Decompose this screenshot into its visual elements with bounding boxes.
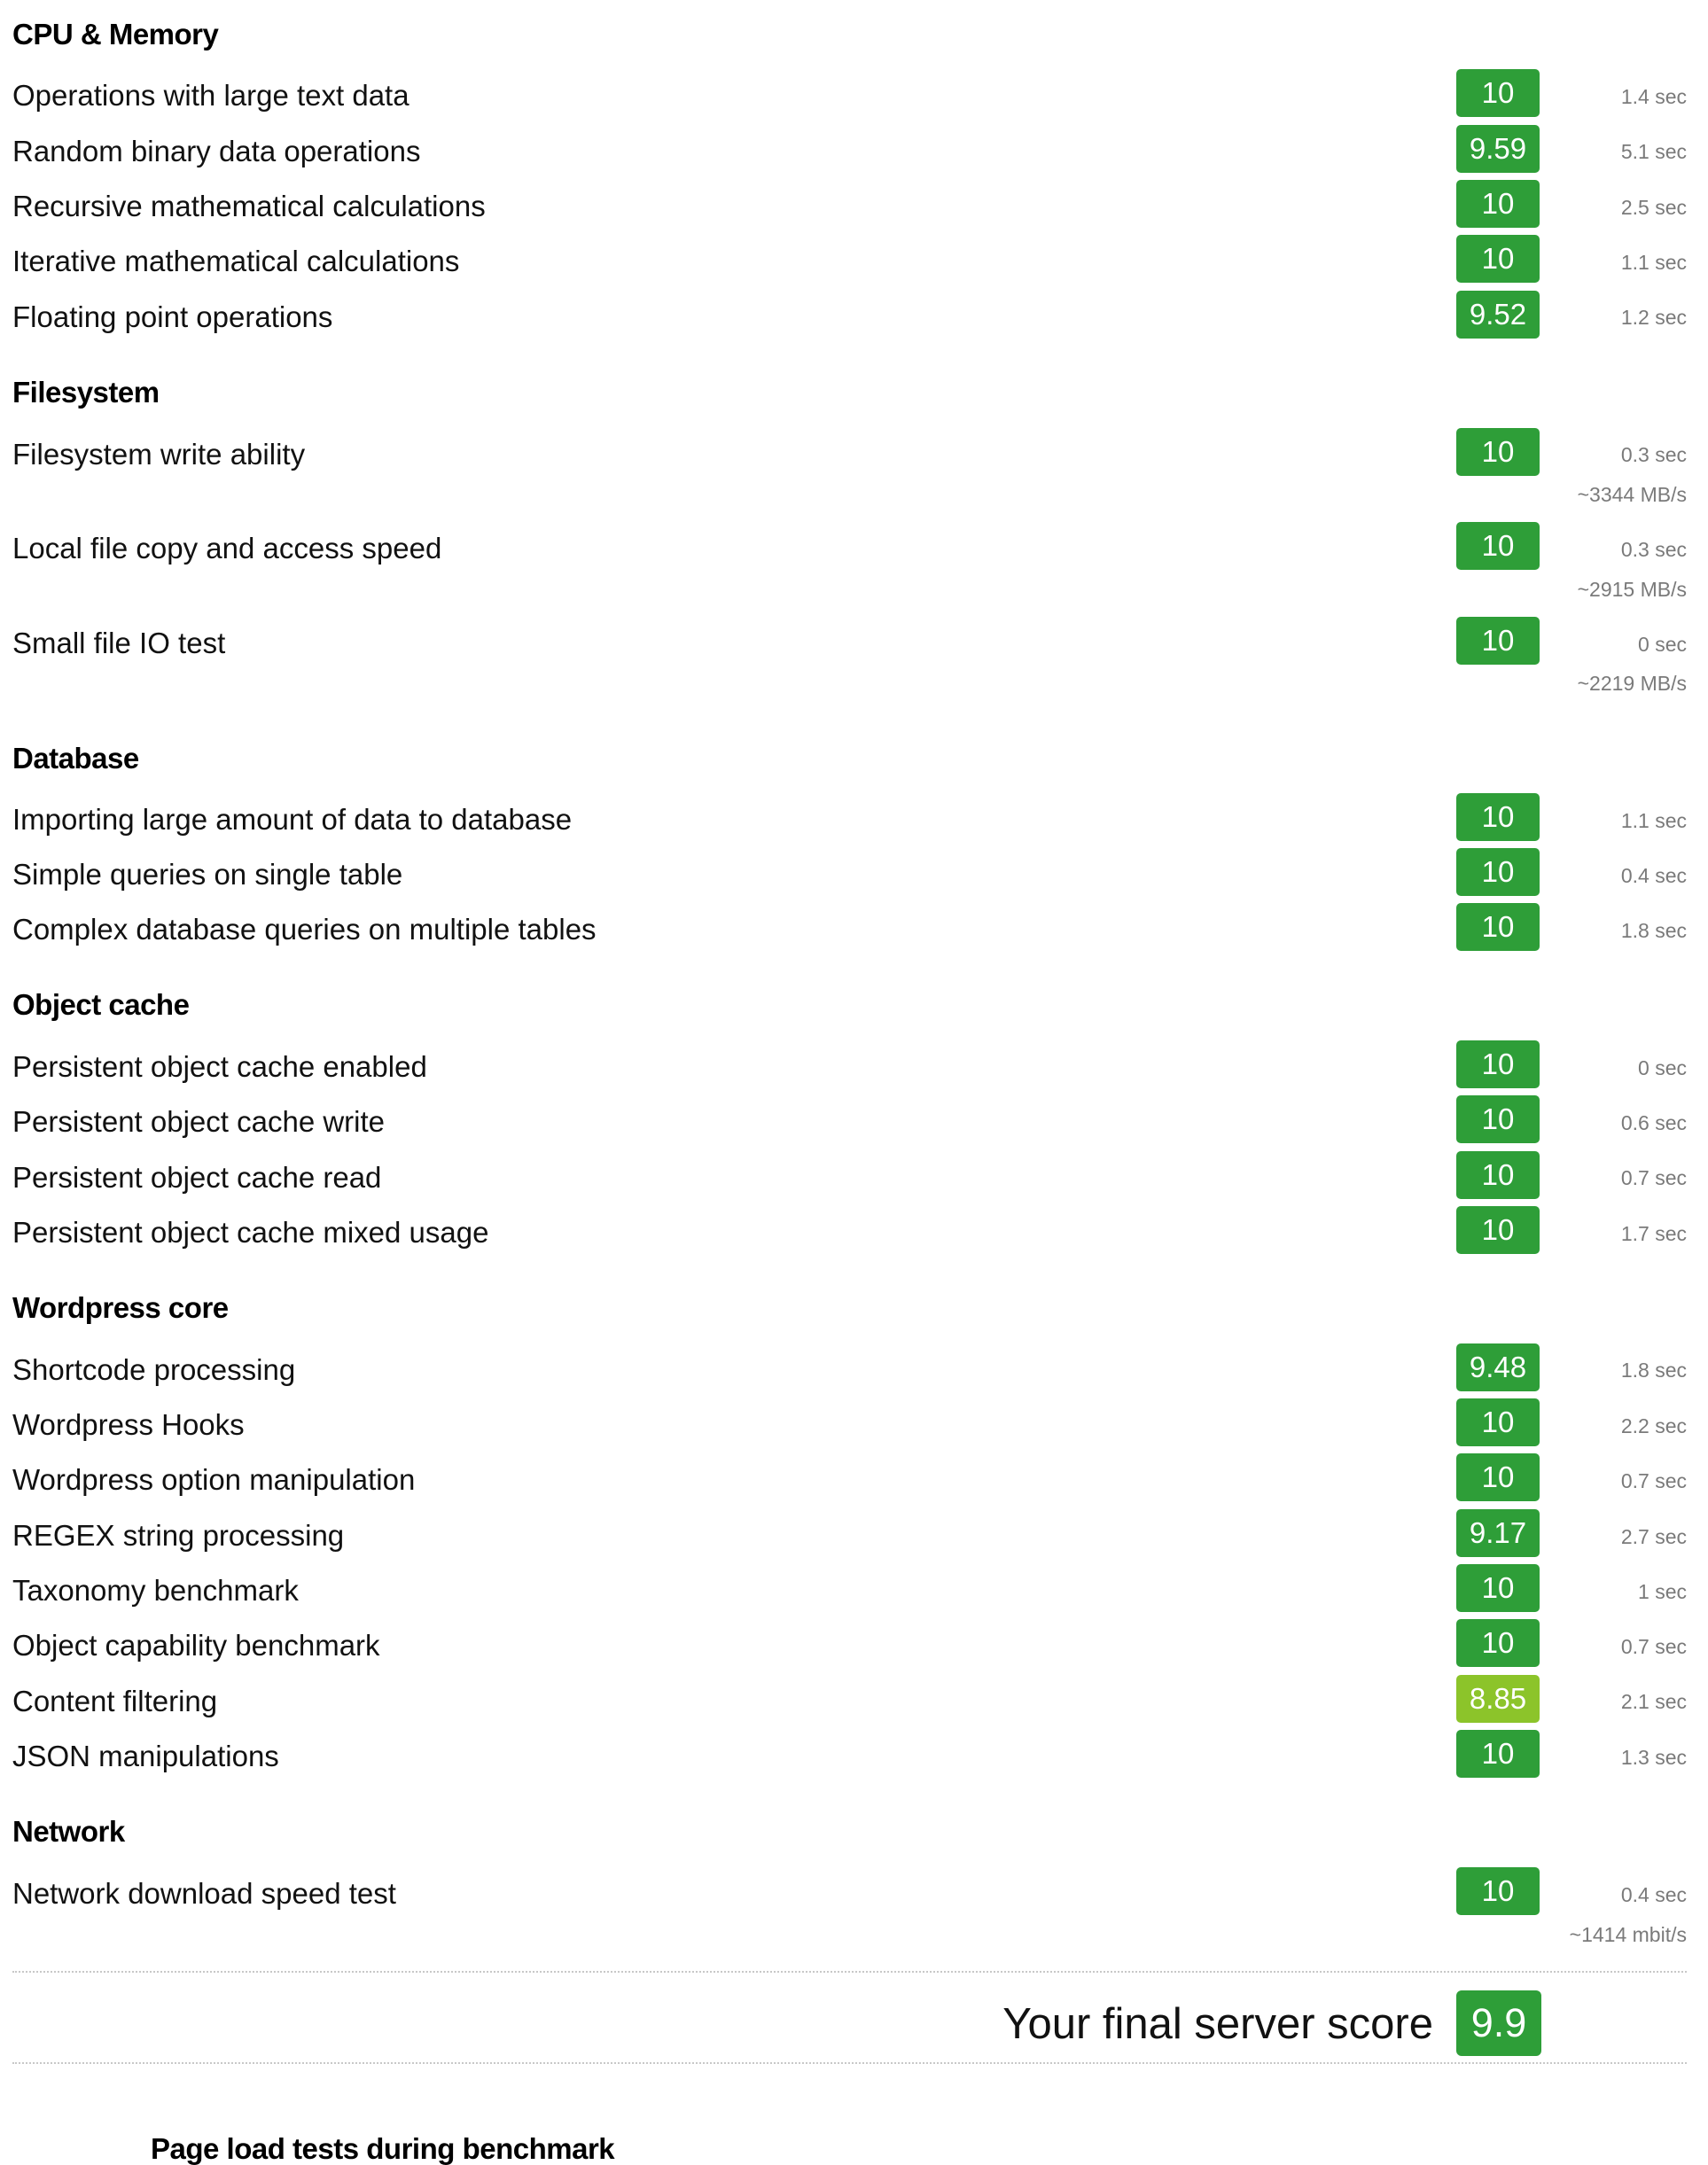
section-title-cpu-memory: CPU & Memory (12, 18, 219, 51)
score-badge: 10 (1456, 617, 1540, 665)
score-badge: 10 (1456, 1564, 1540, 1612)
test-time: 2.7 sec (1620, 1525, 1687, 1548)
test-time: 1.8 sec (1620, 919, 1687, 942)
divider (12, 1971, 1687, 1973)
test-time: 1.1 sec (1620, 251, 1687, 274)
test-time: 0.7 sec (1620, 1469, 1687, 1492)
test-label: Complex database queries on multiple tables (12, 913, 597, 946)
score-badge: 10 (1456, 522, 1540, 570)
score-badge: 10 (1456, 1040, 1540, 1088)
score-badge: 10 (1456, 1453, 1540, 1501)
test-time: 1.1 sec (1620, 809, 1687, 832)
test-label: Persistent object cache write (12, 1105, 386, 1138)
score-badge: 10 (1456, 1730, 1540, 1778)
test-label: Recursive mathematical calculations (12, 190, 486, 222)
score-badge: 10 (1456, 1095, 1540, 1143)
test-speed: ~2219 MB/s (1577, 672, 1687, 695)
score-badge: 10 (1456, 428, 1540, 476)
test-time: 5.1 sec (1620, 140, 1687, 163)
test-time: 0.6 sec (1620, 1111, 1687, 1134)
test-label: Content filtering (12, 1685, 218, 1717)
test-time: 0 sec (1638, 1056, 1687, 1079)
test-speed: ~2915 MB/s (1577, 578, 1687, 601)
test-time: 1.2 sec (1620, 306, 1687, 329)
test-label: Iterative mathematical calculations (12, 245, 460, 277)
test-time: 1.4 sec (1620, 85, 1687, 108)
test-label: Local file copy and access speed (12, 532, 442, 565)
section-title-network: Network (12, 1815, 125, 1848)
test-label: Operations with large text data (12, 79, 409, 112)
test-time: 1.8 sec (1620, 1359, 1687, 1382)
test-label: Simple queries on single table (12, 858, 403, 891)
test-label: Random binary data operations (12, 135, 421, 167)
section-title-filesystem: Filesystem (12, 376, 160, 409)
test-time: 2.1 sec (1620, 1690, 1687, 1713)
test-time: 1.3 sec (1620, 1746, 1687, 1769)
test-label: Wordpress option manipulation (12, 1463, 416, 1496)
score-badge: 10 (1456, 1619, 1540, 1667)
test-label: Object capability benchmark (12, 1629, 380, 1662)
test-time: 0.3 sec (1620, 538, 1687, 561)
score-badge: 10 (1456, 1151, 1540, 1199)
test-label: Network download speed test (12, 1877, 396, 1910)
page-load-title: Page load tests during benchmark (151, 2132, 615, 2165)
test-label: Floating point operations (12, 300, 333, 333)
test-time: 2.2 sec (1620, 1414, 1687, 1437)
test-label: Filesystem write ability (12, 438, 306, 471)
test-label: Persistent object cache enabled (12, 1050, 427, 1083)
score-badge: 10 (1456, 848, 1540, 896)
test-label: Persistent object cache mixed usage (12, 1216, 489, 1249)
test-time: 0.7 sec (1620, 1635, 1687, 1658)
test-time: 1 sec (1638, 1580, 1687, 1603)
test-time: 0.4 sec (1620, 864, 1687, 887)
score-badge: 8.85 (1456, 1675, 1540, 1723)
test-label: Persistent object cache read (12, 1161, 382, 1194)
score-badge: 10 (1456, 1398, 1540, 1446)
score-badge: 10 (1456, 235, 1540, 283)
section-title-object-cache: Object cache (12, 988, 190, 1021)
test-time: 0.4 sec (1620, 1883, 1687, 1906)
score-badge: 10 (1456, 1206, 1540, 1254)
score-badge: 10 (1456, 903, 1540, 951)
score-badge: 9.17 (1456, 1509, 1540, 1557)
test-time: 2.5 sec (1620, 196, 1687, 219)
divider (12, 2062, 1687, 2064)
test-time: 0 sec (1638, 633, 1687, 656)
test-time: 0.7 sec (1620, 1166, 1687, 1189)
score-badge: 9.48 (1456, 1343, 1540, 1391)
score-badge: 9.59 (1456, 125, 1540, 173)
test-label: Importing large amount of data to database (12, 803, 573, 836)
final-score-badge: 9.9 (1456, 1990, 1541, 2056)
test-speed: ~3344 MB/s (1577, 483, 1687, 506)
section-title-wordpress-core: Wordpress core (12, 1291, 229, 1324)
final-score-label: Your final server score (1002, 2000, 1433, 2048)
section-title-database: Database (12, 742, 139, 775)
test-time: 1.7 sec (1620, 1222, 1687, 1245)
score-badge: 9.52 (1456, 291, 1540, 339)
test-label: Wordpress Hooks (12, 1408, 245, 1441)
test-speed: ~1414 mbit/s (1569, 1923, 1687, 1946)
test-label: Small file IO test (12, 627, 226, 659)
test-label: JSON manipulations (12, 1740, 279, 1772)
score-badge: 10 (1456, 793, 1540, 841)
test-label: REGEX string processing (12, 1519, 345, 1552)
test-label: Shortcode processing (12, 1353, 296, 1386)
score-badge: 10 (1456, 69, 1540, 117)
score-badge: 10 (1456, 180, 1540, 228)
score-badge: 10 (1456, 1867, 1540, 1915)
test-time: 0.3 sec (1620, 443, 1687, 466)
test-label: Taxonomy benchmark (12, 1574, 299, 1607)
